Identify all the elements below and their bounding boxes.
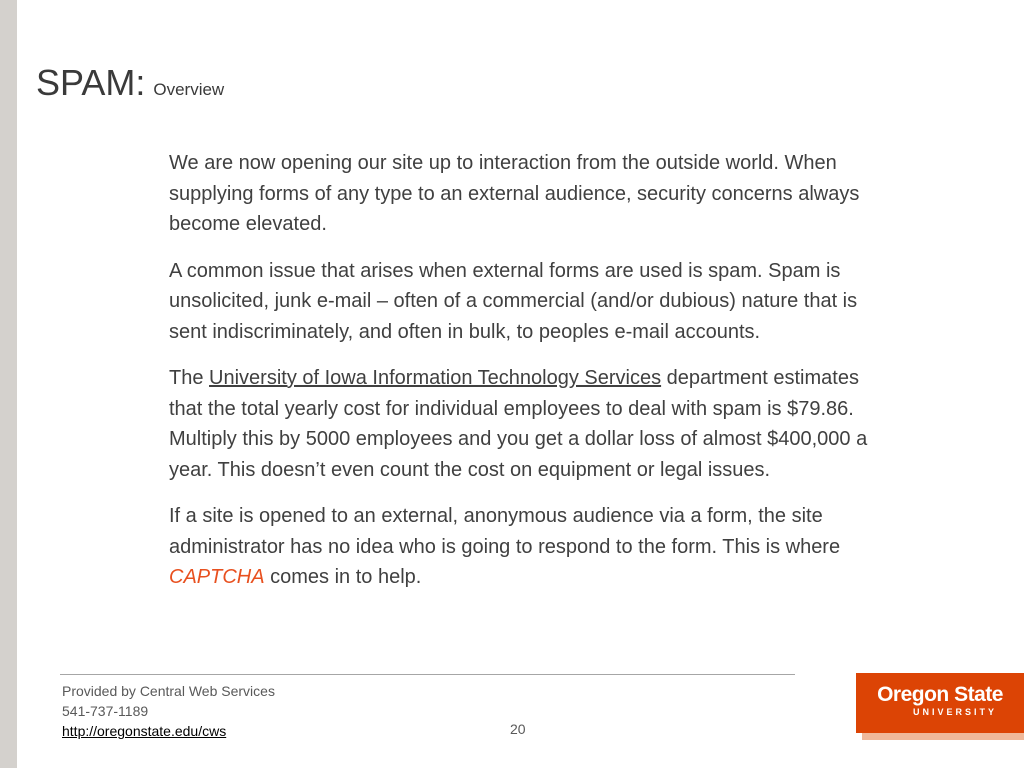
page-number: 20	[510, 721, 526, 737]
left-side-bar	[0, 0, 17, 768]
footer	[62, 681, 275, 741]
paragraph-cost	[169, 363, 869, 485]
footer-url-link[interactable]: http://oregonstate.edu/cws	[62, 723, 227, 739]
university-iowa-its-link[interactable]: University of Iowa Information Technology Services	[209, 367, 662, 389]
oregon-state-logo	[856, 673, 1024, 733]
paragraph-captcha	[169, 501, 869, 593]
slide-body	[169, 148, 869, 609]
logo-subtitle: UNIVERSITY	[912, 707, 997, 717]
slide-title	[36, 62, 224, 104]
paragraph-cost-prefix: The	[169, 367, 210, 389]
paragraph-intro: We are now opening our site up to interaction from the outside world. When supplying forms of any type to an external audience, security concerns always become elevated.	[169, 152, 860, 235]
footer-divider	[60, 674, 795, 675]
title-subtitle: Overview	[153, 80, 225, 99]
footer-provider: Provided by Central Web Services	[62, 683, 275, 699]
captcha-highlight: CAPTCHA	[169, 566, 265, 588]
paragraph-captcha-suffix: comes in to help.	[264, 566, 422, 588]
paragraph-captcha-prefix: If a site is opened to an external, anonymous audience via a form, the site administrator has no idea who is going to respond to the form. This is where	[169, 505, 841, 558]
logo-name: Oregon State	[877, 683, 1003, 706]
footer-phone: 541-737-1189	[62, 703, 149, 719]
title-main: SPAM:	[36, 62, 146, 103]
paragraph-spam-definition: A common issue that arises when external forms are used is spam. Spam is unsolicited, junk e-mail – often of a commercial (and/or dubious) nature that is sent indiscriminately, and often in bulk, to peoples e-mail accounts.	[169, 259, 858, 343]
paragraph-cost-rest: department estimates that the total yearly cost for individual employees to deal with spam is $79.86. Multiply this by 5000 employees and you get a dollar loss of almost $400,000 a year. This doesn’t even count the cost on equipment or legal issues.	[169, 367, 868, 481]
